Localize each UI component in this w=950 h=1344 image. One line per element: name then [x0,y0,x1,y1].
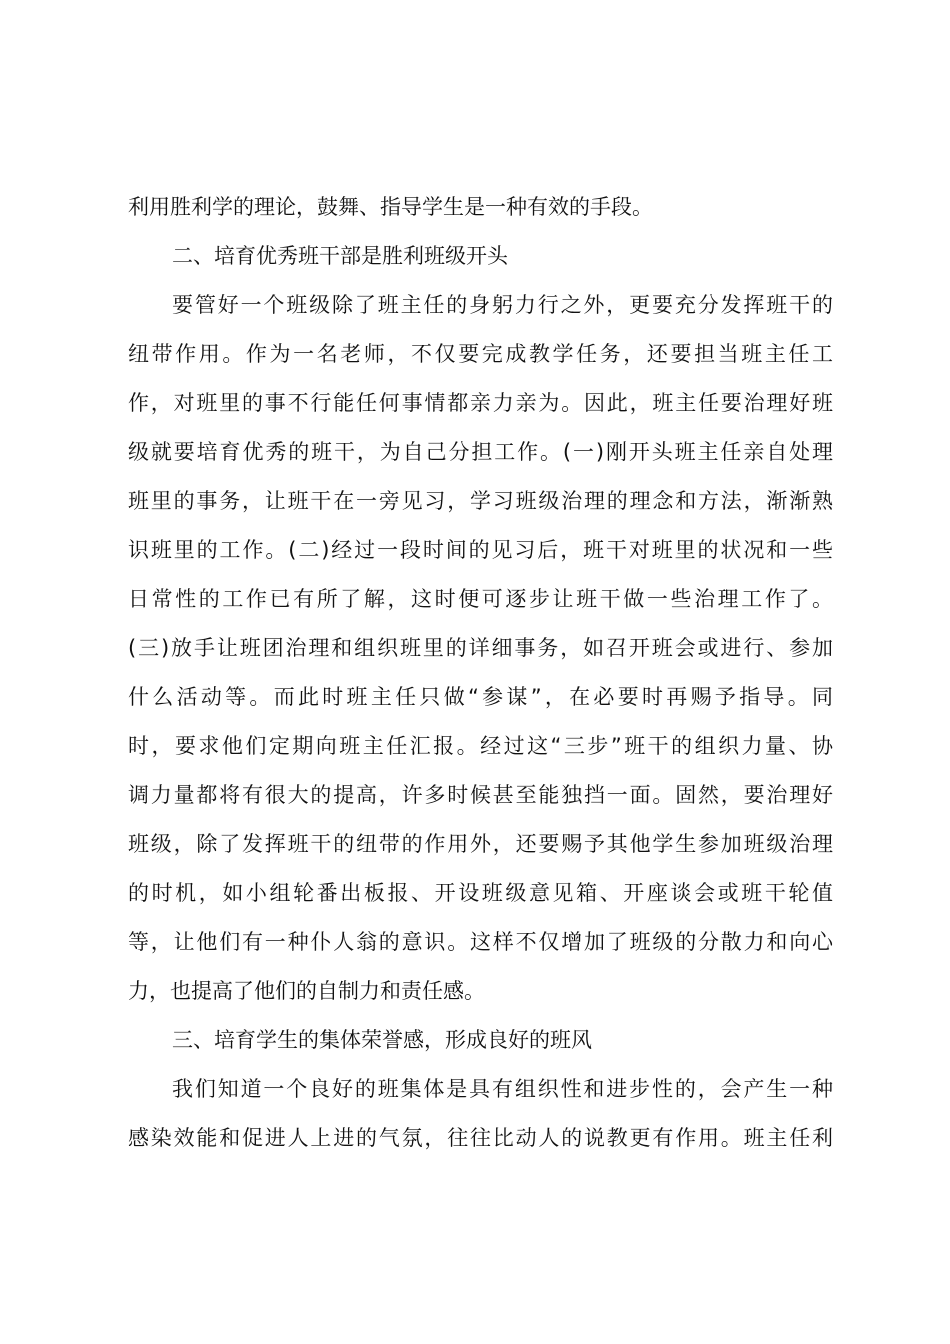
paragraph-line: 力，也提高了他们的自制力和责任感。 [128,979,485,1003]
paragraph-line: 班级，除了发挥班干的纽带的作用外，还要赐予其他学生参加班级治理 [128,832,833,856]
paragraph-line: 纽带作用。作为一名老师，不仅要完成教学任务，还要担当班主任工 [128,342,833,366]
paragraph-line: 利用胜利学的理论，鼓舞、指导学生是一种有效的手段。 [128,195,653,219]
paragraph-line: 日常性的工作已有所了解，这时便可逐步让班干做一些治理工作了。 [128,587,833,611]
paragraph-line: 我们知道一个良好的班集体是具有组织性和进步性的，会产生一种 [172,1077,833,1101]
paragraph-line: 级就要培育优秀的班干，为自己分担工作。(一)刚开头班主任亲自处理 [128,440,833,464]
section-heading: 三、培育学生的集体荣誉感，形成良好的班风 [172,1028,592,1052]
paragraph-line: 感染效能和促进人上进的气氛，往往比动人的说教更有作用。班主任利 [128,1126,833,1150]
paragraph-line: 调力量都将有很大的提高，许多时候甚至能独挡一面。固然，要治理好 [128,783,833,807]
paragraph-line: 等，让他们有一种仆人翁的意识。这样不仅增加了班级的分散力和向心 [128,930,833,954]
paragraph-line: 作，对班里的事不行能任何事情都亲力亲为。因此，班主任要治理好班 [128,391,833,415]
paragraph-line: 时，要求他们定期向班主任汇报。经过这“三步”班干的组织力量、协 [128,734,833,758]
paragraph-line: 班里的事务，让班干在一旁见习，学习班级治理的理念和方法，渐渐熟 [128,489,833,513]
section-heading: 二、培育优秀班干部是胜利班级开头 [172,244,508,268]
paragraph-line: 的时机，如小组轮番出板报、开设班级意见箱、开座谈会或班干轮值 [128,881,833,905]
paragraph-line: (三)放手让班团治理和组织班里的详细事务，如召开班会或进行、参加 [128,636,833,660]
paragraph-line: 识班里的工作。(二)经过一段时间的见习后，班干对班里的状况和一些 [128,538,833,562]
paragraph-line: 要管好一个班级除了班主任的身躬力行之外，更要充分发挥班干的 [172,293,833,317]
paragraph-line: 什么活动等。而此时班主任只做“参谋”，在必要时再赐予指导。同 [128,685,833,709]
